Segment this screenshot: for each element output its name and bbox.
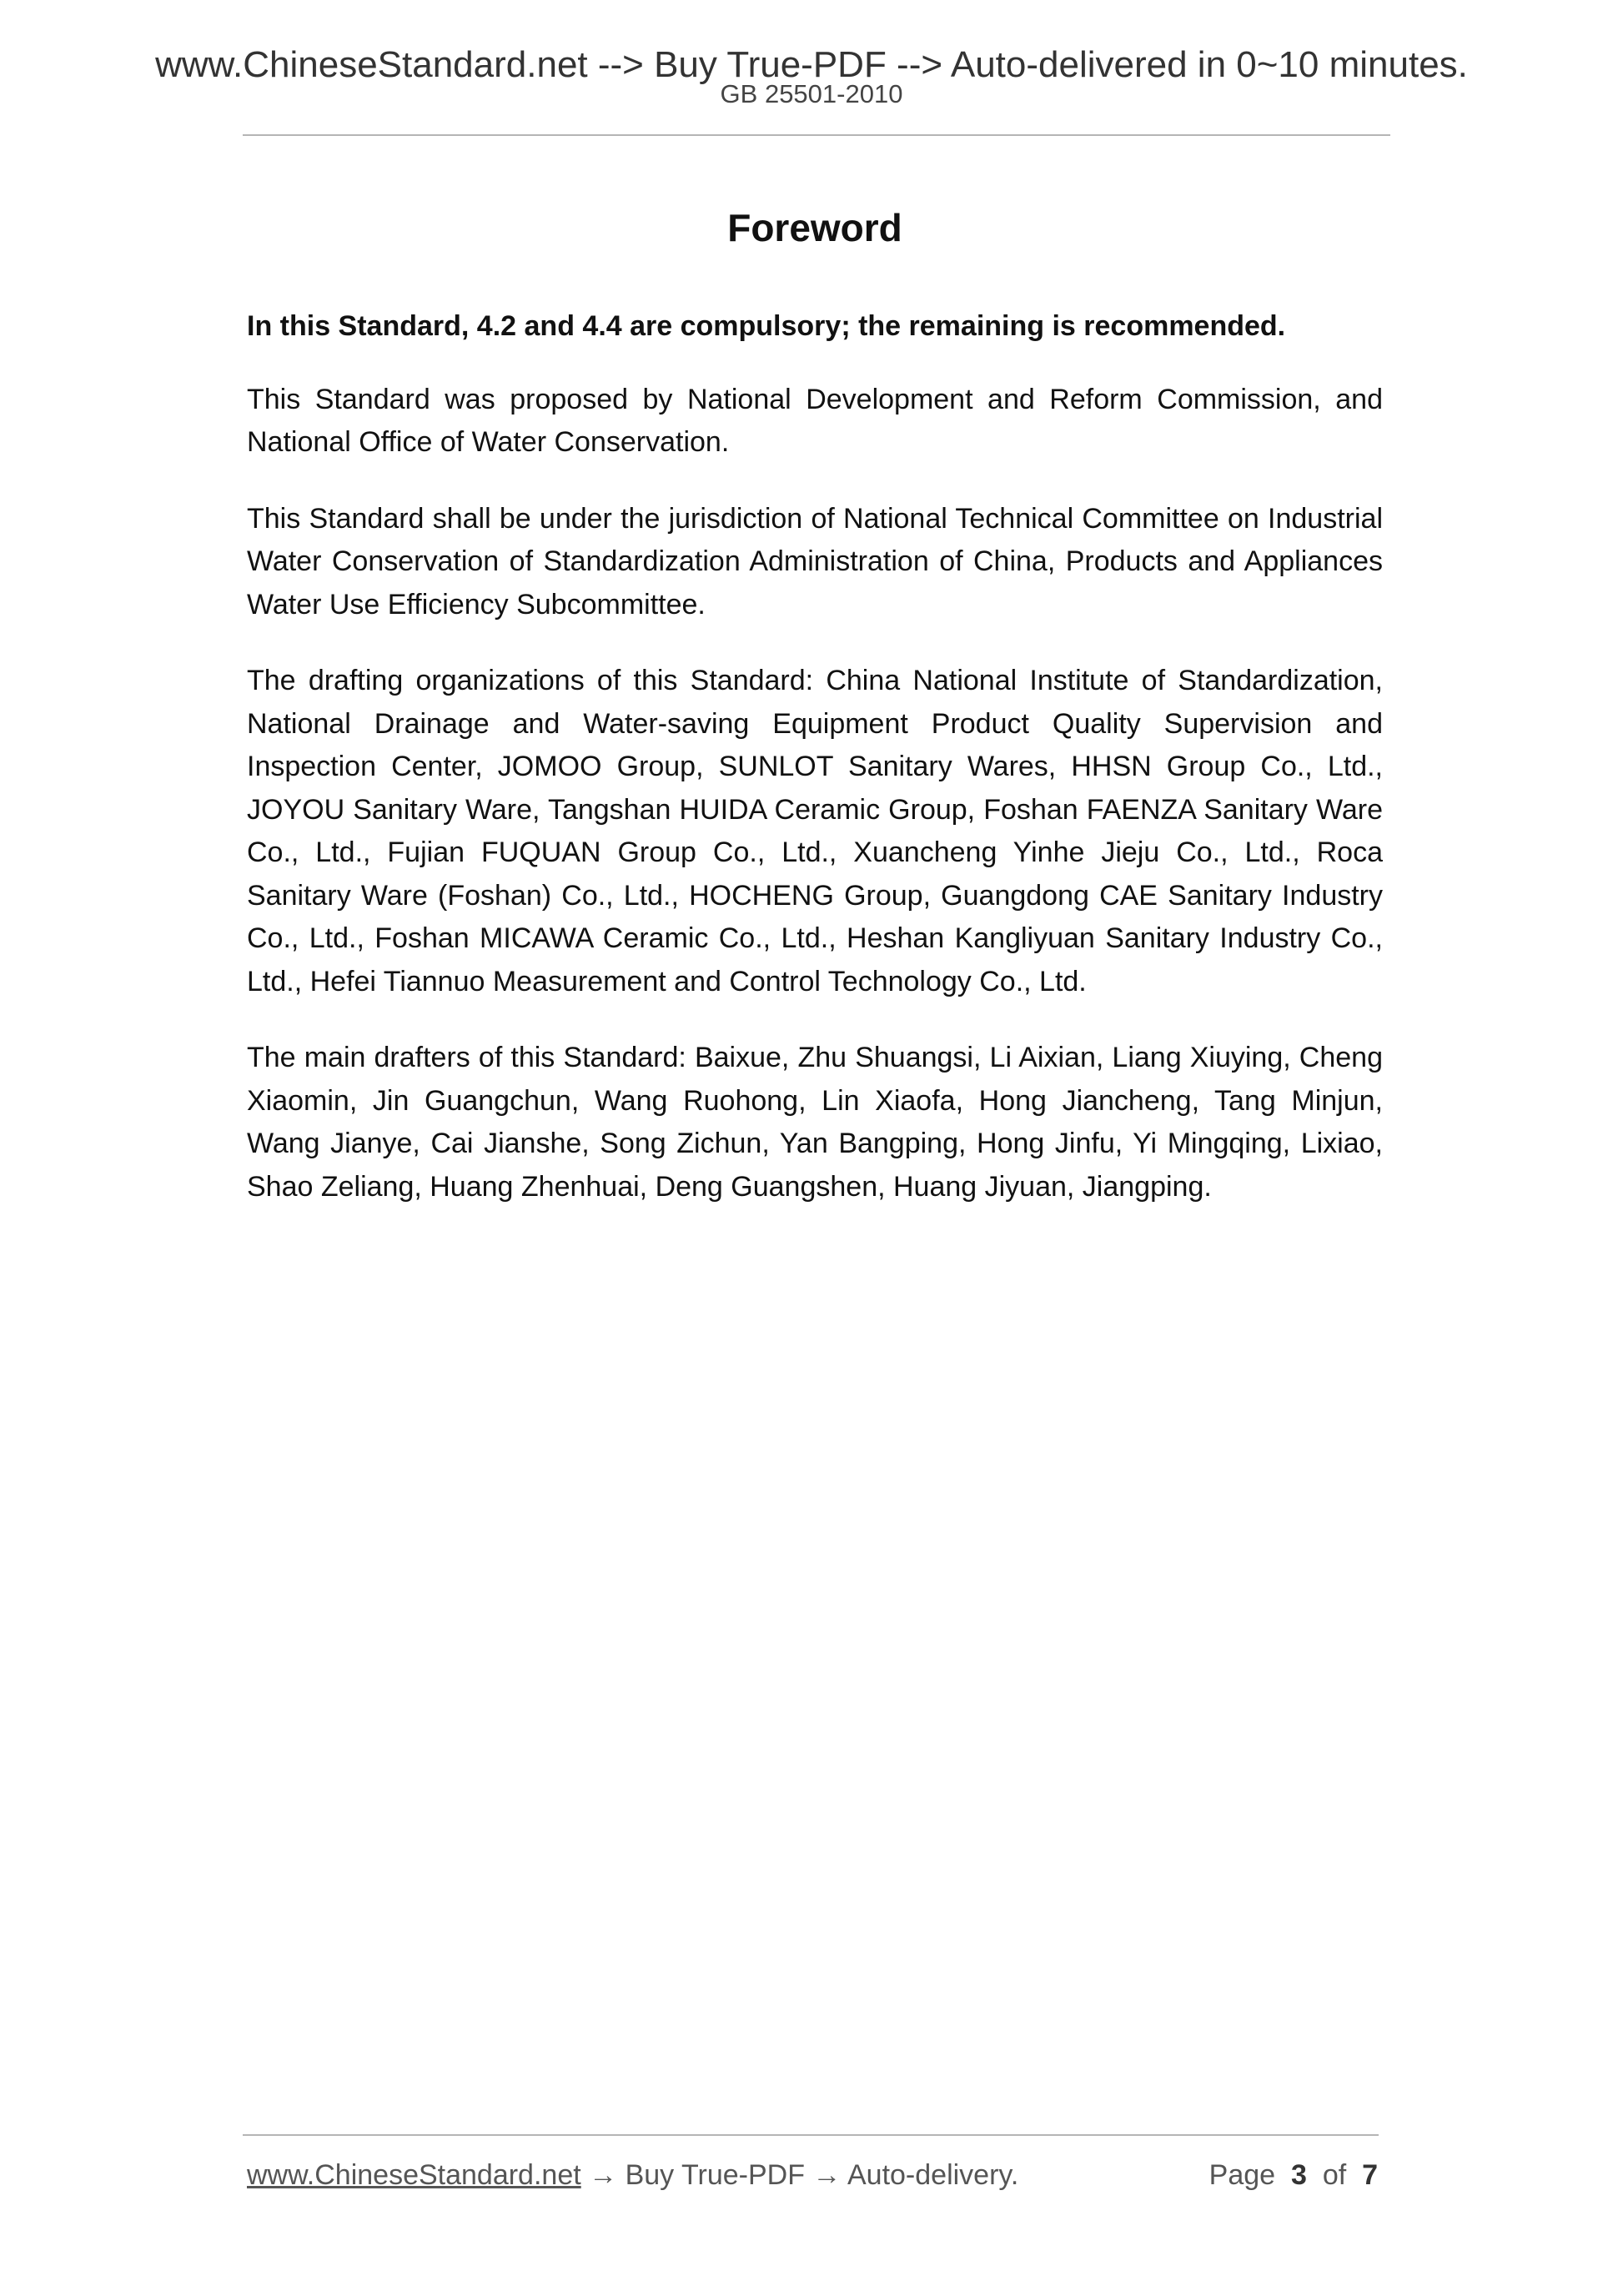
footer-left: [247, 2155, 1018, 2195]
paragraph-proposed-by: This Standard was proposed by National Development and Reform Commission, and National Office of Water Conservation.: [247, 383, 1383, 458]
page-footer: [247, 2155, 1378, 2195]
page-title: Foreword: [727, 206, 902, 249]
page-total: 7: [1362, 2159, 1378, 2191]
footer-divider: [243, 2134, 1379, 2136]
page-of-label: of: [1322, 2159, 1347, 2191]
document-number: GB 25501-2010: [720, 79, 903, 108]
page-label: Page: [1208, 2159, 1276, 2191]
page-current: 3: [1290, 2159, 1307, 2191]
footer-site-link[interactable]: www.ChineseStandard.net: [247, 2159, 581, 2191]
page-content: [247, 198, 1383, 1242]
page-indicator: [1209, 2155, 1378, 2195]
paragraph-jurisdiction: This Standard shall be under the jurisdiction of National Technical Committee on Industrial Water Conservation of Standardization Administration of China, Products and Appliances Water Use Efficiency Subcommittee.: [247, 502, 1383, 620]
site-banner: www.ChineseStandard.net --> Buy True-PDF --> Auto-delivered in 0~10 minutes.: [155, 44, 1468, 85]
footer-tagline: → Buy True-PDF → Auto-delivery.: [580, 2159, 1019, 2191]
paragraph-drafting-organizations: The drafting organizations of this Standard: China National Institute of Standardization, National Drainage and Water-saving Equipment Product Quality Supervision and Inspection Center, JOMOO Group, SUNLOT Sanitary Wares, HHSN Group Co., Ltd., JOYOU Sanitary Ware, Tangshan HUIDA Ceramic Group, Foshan FAENZA Sanitary Ware Co., Ltd., Fujian FUQUAN Group Co., Ltd., Xuancheng Yinhe Jieju Co., Ltd., Roca Sanitary Ware (Foshan) Co., Ltd., HOCHENG Group, Guangdong CAE Sanitary Industry Co., Ltd., Foshan MICAWA Ceramic Co., Ltd., Heshan Kangliyuan Sanitary Industry Co., Ltd., Hefei Tiannuo Measurement and Control Technology Co., Ltd.: [247, 665, 1383, 997]
compulsory-note: In this Standard, 4.2 and 4.4 are compulsory; the remaining is recommended.: [247, 310, 1286, 342]
header-divider: [243, 134, 1390, 136]
paragraph-main-drafters: The main drafters of this Standard: Baixue, Zhu Shuangsi, Li Aixian, Liang Xiuying, Cheng Xiaomin, Jin Guangchun, Wang Ruohong, Lin Xiaofa, Hong Jiancheng, Tang Minjun, Wang Jianye, Cai Jianshe, Song Zichun, Yan Bangping, Hong Jinfu, Yi Mingqing, Lixiao, Shao Zeliang, Huang Zhenhuai, Deng Guangshen, Huang Jiyuan, Jiangping.: [247, 1042, 1383, 1203]
